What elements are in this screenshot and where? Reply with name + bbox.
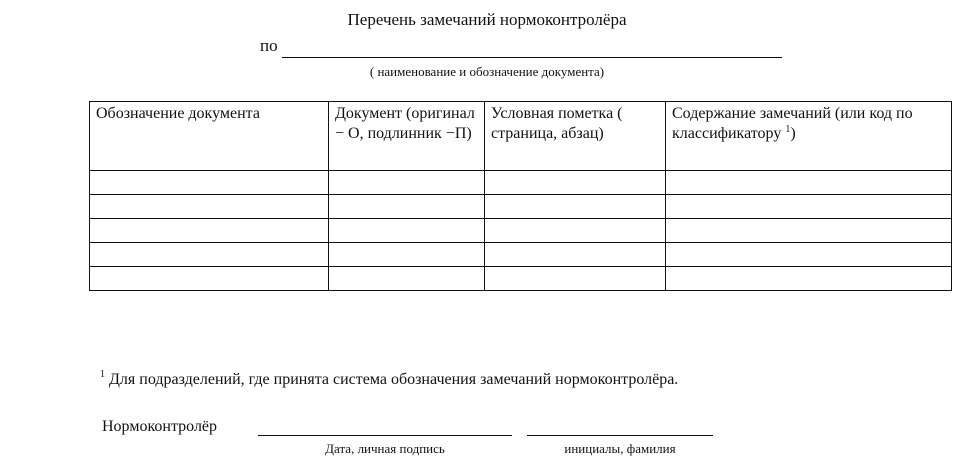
document-name-caption: ( наименование и обозначение документа) [369,64,605,79]
table-row [90,195,952,219]
table-header-row [90,102,952,171]
footnote-mark: 1 [785,124,791,135]
table-row [90,171,952,195]
table-cell [329,267,485,291]
date-signature-blank-line [258,435,512,436]
table-cell [90,219,329,243]
header-remarks-close: ) [790,125,796,142]
table-cell [90,243,329,267]
footnote-text: Для подразделений, где принята система обозначения замечаний нормоконтролёра. [109,371,679,388]
table-row [90,267,952,291]
table-cell [485,171,666,195]
table-cell [90,171,329,195]
table-cell [666,219,952,243]
table-row [90,219,952,243]
page-title: Перечень замечаний нормоконтролёра [347,10,627,29]
footnote [100,371,678,389]
table-cell [329,219,485,243]
date-signature-caption: Дата, личная подпись [325,441,445,456]
footnote-number: 1 [100,369,105,380]
table-cell [329,195,485,219]
document-name-blank-line [282,57,782,58]
header-document-designation: Обозначение документа [90,102,329,171]
normocontroller-label: Нормоконтролёр [102,418,218,435]
header-note-mark: Условная пометка ( страница, абзац) [485,102,666,171]
po-label: по [260,36,278,55]
table-cell [485,267,666,291]
header-remarks-text: Содержание замечаний (или код по классификатору [672,105,913,142]
table-cell [485,219,666,243]
initials-name-blank-line [527,435,713,436]
table-cell [329,171,485,195]
table-cell [90,195,329,219]
table-cell [485,243,666,267]
table-cell [666,267,952,291]
table-cell [90,267,329,291]
table-cell [329,243,485,267]
remarks-table [89,101,952,291]
header-document-type: Документ (оригинал − О, подлинник −П) [329,102,485,171]
initials-name-caption: инициалы, фамилия [564,441,676,456]
table-row [90,243,952,267]
table-cell [666,171,952,195]
header-remarks-content [666,102,952,171]
table-cell [666,195,952,219]
table-cell [666,243,952,267]
table-cell [485,195,666,219]
